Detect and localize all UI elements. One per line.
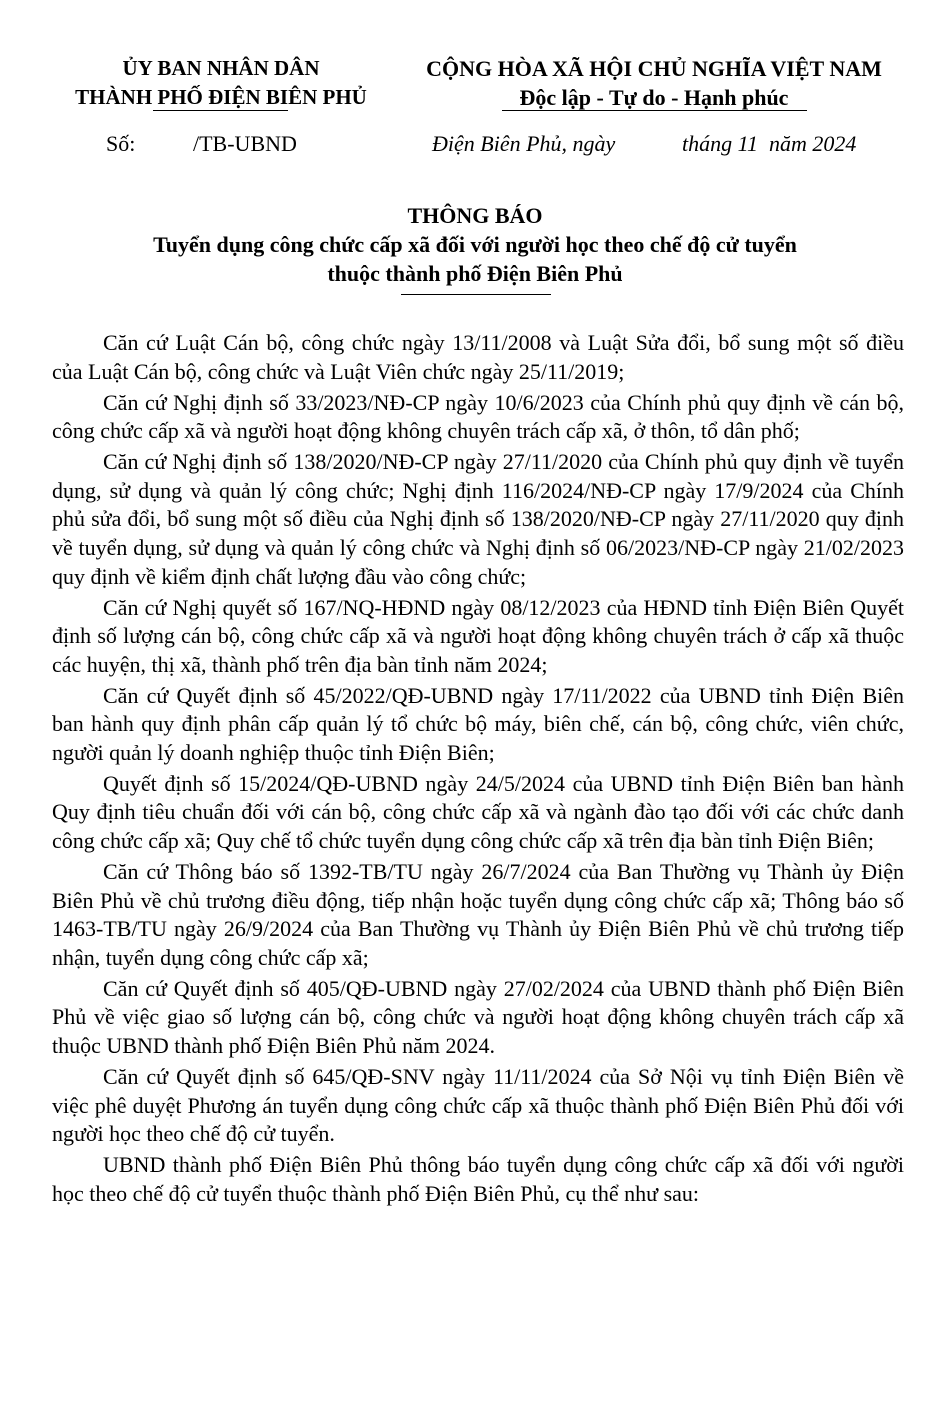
place-date: Điện Biên Phủ, ngày [432,131,616,156]
paragraph: Căn cứ Quyết định số 645/QĐ-SNV ngày 11/11/2024 của Sở Nội vụ tỉnh Điện Biên về việc phê duyệt Phương án tuyển dụng công chức cấp xã thuộc thành phố Điện Biên Phủ đối với người học theo chế độ cử tuyển. [52,1063,904,1147]
paragraph: Căn cứ Nghị định số 33/2023/NĐ-CP ngày 10/6/2023 của Chính phủ quy định về cán bộ, công chức cấp xã và người hoạt động không chuyên trách cấp xã, ở thôn, tổ dân phố; [52,389,904,444]
paragraph: Quyết định số 15/2024/QĐ-UBND ngày 24/5/2024 của UBND tỉnh Điện Biên ban hành Quy định tiêu chuẩn đối với cán bộ, công chức cấp xã và ngành đào tạo đối với các chức danh công chức cấp xã; Quy chế tổ chức tuyển dụng công chức cấp xã trên địa bàn tỉnh Điện Biên; [52,770,904,854]
country-name: CỘNG HÒA XÃ HỘI CHỦ NGHĨA VIỆT NAM [426,56,882,81]
subject-line-1: Tuyển dụng công chức cấp xã đối với người học theo chế độ cử tuyển [153,232,797,257]
authority-underline [153,110,288,111]
subject-line-2: thuộc thành phố Điện Biên Phủ [327,261,623,286]
national-motto [398,54,910,112]
month-year: tháng 11 năm 2024 [682,131,857,156]
document-body [52,329,904,1211]
paragraph: Căn cứ Quyết định số 405/QĐ-UBND ngày 27/02/2024 của UBND thành phố Điện Biên Phủ về việc giao số lượng cán bộ, công chức và người hoạt động không chuyên trách cấp xã thuộc UBND thành phố Điện Biên Phủ năm 2024. [52,975,904,1058]
paragraph: Căn cứ Thông báo số 1392-TB/TU ngày 26/7/2024 của Ban Thường vụ Thành ủy Điện Biên Phủ về chủ trương điều động, tiếp nhận hoặc tuyển dụng công chức cấp xã; Thông báo số 1463-TB/TU ngày 26/9/2024 của Ban Thường vụ Thành ủy Điện Biên Phủ về chủ trương tiếp nhận, tuyển dụng công chức cấp xã; [52,859,904,970]
paragraph: Căn cứ Luật Cán bộ, công chức ngày 13/11/2008 và Luật Sửa đổi, bổ sung một số điều của Luật Cán bộ, công chức và Luật Viên chức ngày 25/11/2019; [52,330,904,384]
motto: Độc lập - Tự do - Hạnh phúc [519,85,789,110]
title-underline [401,294,551,295]
document-number-label: Số: [106,131,136,156]
authority-line-2: THÀNH PHỐ ĐIỆN BIÊN PHỦ [75,85,367,109]
document-number: /TB-UBND [193,131,297,156]
paragraph: UBND thành phố Điện Biên Phủ thông báo tuyển dụng công chức cấp xã đối với người học theo chế độ cử tuyển thuộc thành phố Điện Biên Phủ, cụ thể như sau: [52,1152,904,1206]
paragraph: Căn cứ Nghị quyết số 167/NQ-HĐND ngày 08/12/2023 của HĐND tỉnh Điện Biên Quyết định số lượng cán bộ, công chức cấp xã và người hoạt động không chuyên trách ở cấp xã thuộc các huyện, thị xã, thành phố trên địa bàn tỉnh năm 2024; [52,594,904,677]
paragraph: Căn cứ Nghị định số 138/2020/NĐ-CP ngày 27/11/2020 của Chính phủ quy định về tuyển dụng, sử dụng và quản lý công chức; Nghị định 116/2024/NĐ-CP ngày 17/9/2024 của Chính phủ sửa đổi, bổ sung một số điều của Nghị định số 138/2020/NĐ-CP ngày 27/11/2020 quy định về tuyển dụng, sử dụng và quản lý công chức và Nghị định số 06/2023/NĐ-CP ngày 21/02/2023 quy định về kiểm định chất lượng đầu vào công chức; [52,449,904,589]
motto-underline [502,110,807,111]
issuing-authority [38,54,404,112]
document-title [40,201,910,288]
paragraph: Căn cứ Quyết định số 45/2022/QĐ-UBND ngày 17/11/2022 của UBND tỉnh Điện Biên ban hành quy định phân cấp quản lý tổ chức bộ máy, biên chế, cán bộ, công chức, viên chức, người quản lý doanh nghiệp thuộc tỉnh Điện Biên; [52,682,904,765]
document-type: THÔNG BÁO [407,203,543,228]
authority-line-1: ỦY BAN NHÂN DÂN [122,56,320,80]
